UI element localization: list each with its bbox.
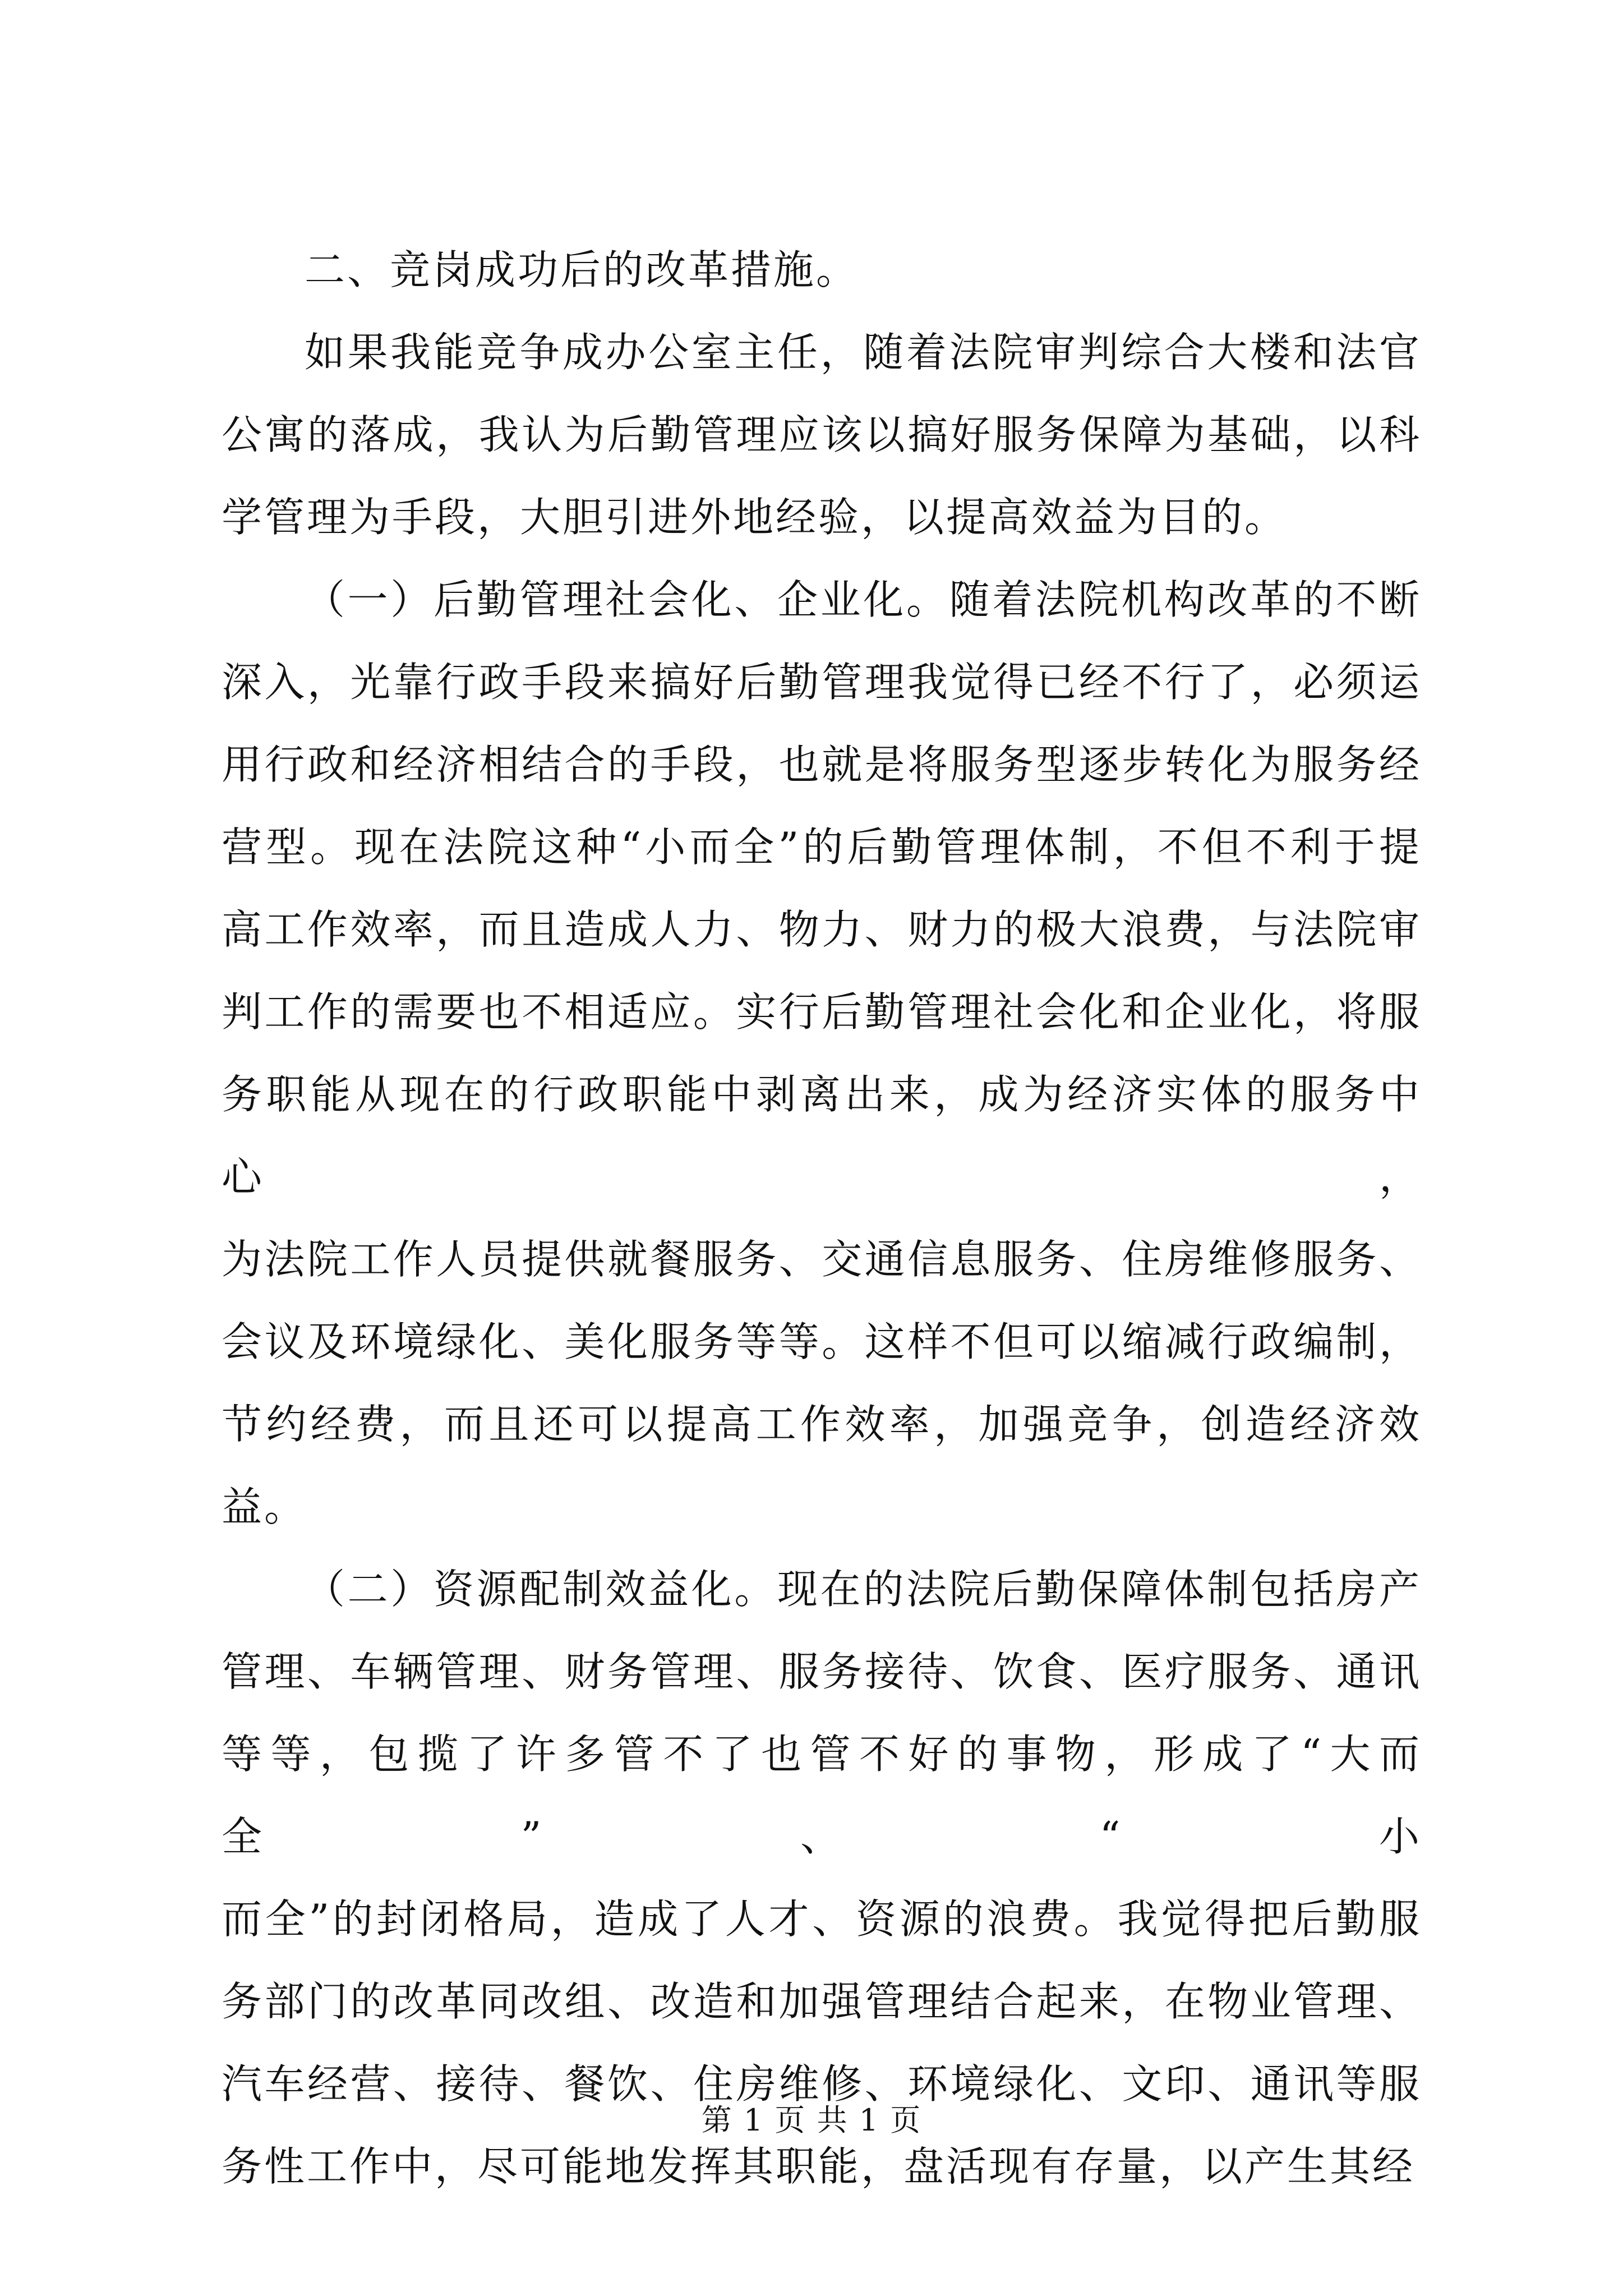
paragraph-line: 务性工作中，尽可能地发挥其职能，盘活现有存量，以产生其经 xyxy=(222,2143,1415,2190)
paragraph-line: （二）资源配制效益化。现在的法院后勤保障体制包括房产 xyxy=(305,1566,1422,1613)
paragraph xyxy=(222,311,1422,559)
paragraph-line: 务职能从现在的行政职能中剥离出来，成为经济实体的服务中心， xyxy=(222,1071,1422,1200)
paragraph-line: 营型。现在法院这种“小而全”的后勤管理体制，不但不利于提 xyxy=(222,823,1422,871)
document-body xyxy=(222,229,1422,2208)
page-footer: 第 1 页 共 1 页 xyxy=(701,2102,922,2138)
paragraph-line: 如果我能竞争成办公室主任，随着法院审判综合大楼和法官 xyxy=(305,329,1422,376)
paragraph-line: 务部门的改革同改组、改造和加强管理结合起来，在物业管理、 xyxy=(222,1978,1422,2025)
paragraph-line: 学管理为手段，大胆引进外地经验，以提高效益为目的。 xyxy=(222,494,1288,541)
paragraph-line: 为法院工作人员提供就餐服务、交通信息服务、住房维修服务、 xyxy=(222,1236,1422,1283)
paragraph-line: 汽车经营、接待、餐饮、住房维修、环境绿化、文印、通讯等服 xyxy=(222,2060,1422,2108)
paragraph-line: 管理、车辆管理、财务管理、服务接待、饮食、医疗服务、通讯 xyxy=(222,1648,1422,1695)
paragraph-line: 用行政和经济相结合的手段，也就是将服务型逐步转化为服务经 xyxy=(222,741,1422,788)
paragraph-line: 公寓的落成，我认为后勤管理应该以搞好服务保障为基础，以科 xyxy=(222,411,1422,458)
paragraph-line: 判工作的需要也不相适应。实行后勤管理社会化和企业化，将服 xyxy=(222,988,1422,1036)
paragraph-line: 节约经费，而且还可以提高工作效率，加强竞争，创造经济效益。 xyxy=(222,1401,1422,1530)
paragraph-line: 而全”的封闭格局，造成了人才、资源的浪费。我觉得把后勤服 xyxy=(222,1895,1422,1943)
paragraph-line: 会议及环境绿化、美化服务等等。这样不但可以缩减行政编制， xyxy=(222,1318,1422,1365)
paragraph xyxy=(222,559,1422,1548)
section-heading: 二、竞岗成功后的改革措施。 xyxy=(305,246,859,293)
paragraph-line: 等等，包揽了许多管不了也管不好的事物，形成了“大而全”、“小 xyxy=(222,1731,1422,1860)
paragraph-line: 高工作效率，而且造成人力、物力、财力的极大浪费，与法院审 xyxy=(222,906,1422,953)
paragraph-list xyxy=(222,311,1422,2208)
paragraph-line: （一）后勤管理社会化、企业化。随着法院机构改革的不断 xyxy=(305,576,1422,623)
paragraph-line: 深入，光靠行政手段来搞好后勤管理我觉得已经不行了，必须运 xyxy=(222,659,1422,706)
